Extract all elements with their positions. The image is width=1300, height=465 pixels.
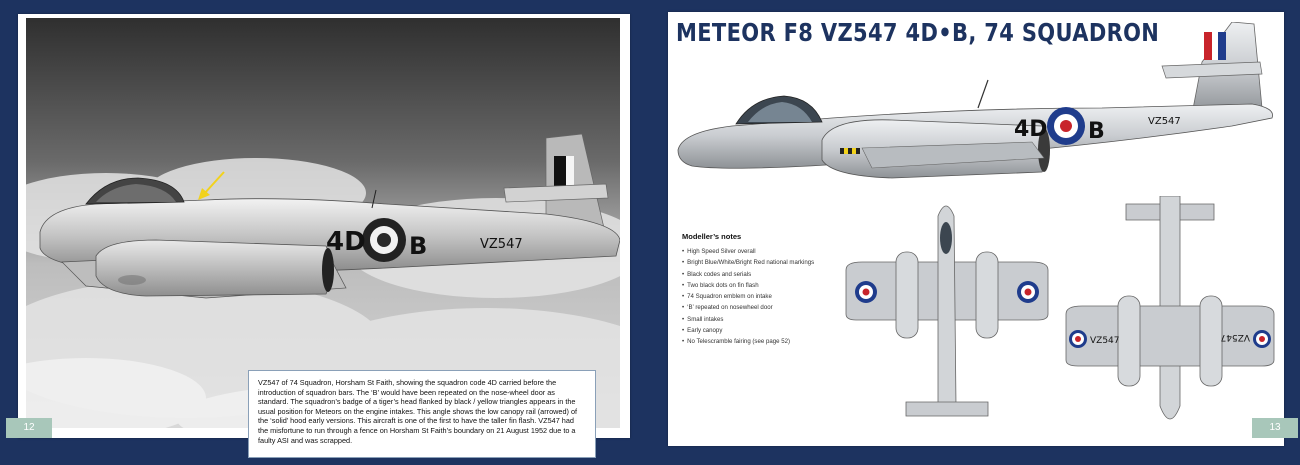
- note-item: • Bright Blue/White/Bright Red national markings: [682, 257, 842, 268]
- top-view-illustration: [842, 196, 1052, 441]
- note-item: • Black codes and serials: [682, 269, 842, 280]
- photo-serial: VZ547: [480, 237, 523, 252]
- note-item: • Early canopy: [682, 325, 842, 336]
- modellers-notes-heading: Modeller’s notes: [682, 232, 742, 241]
- note-item: • ‘B’ repeated on nosewheel door: [682, 302, 842, 313]
- note-item: • Small intakes: [682, 314, 842, 325]
- aircraft-photo: [26, 18, 620, 428]
- photo-code-4d: 4D: [326, 227, 366, 257]
- underside-serial-left: VZ547: [1090, 336, 1120, 346]
- page-number-right: 13: [1252, 418, 1298, 438]
- profile-code-b: B: [1088, 119, 1105, 144]
- note-item: • High Speed Silver overall: [682, 246, 842, 257]
- note-item: • No Telescramble fairing (see page 52): [682, 336, 842, 347]
- side-profile-illustration: [672, 22, 1276, 207]
- photo-code-b: B: [409, 232, 428, 260]
- underside-view-illustration: [1062, 196, 1278, 445]
- page-title: METEOR F8 VZ547 4D•B, 74 SQUADRON: [676, 18, 1160, 47]
- modellers-notes-list: [682, 246, 842, 348]
- underside-serial-right: VZ547: [1220, 332, 1250, 342]
- profile-serial: VZ547: [1148, 116, 1181, 127]
- profile-code-4d: 4D: [1014, 117, 1048, 142]
- note-item: • 74 Squadron emblem on intake: [682, 291, 842, 302]
- page-number-left: 12: [6, 418, 52, 438]
- modellers-notes: [682, 232, 842, 348]
- note-item: • Two black dots on fin flash: [682, 280, 842, 291]
- photo-caption: VZ547 of 74 Squadron, Horsham St Faith, showing the squadron code 4D carried before the introduction of squadron bars. The ‘B’ would have been repeated on the nose-wheel door as standard. The squadron’s badge of a tiger’s head flanked by black / yellow triangles appears in the usual position for Meteors on the engine intakes. This angle shows the low canopy rail (arrowed) of the ‘solid’ hood early versions. This aircraft is one of the first to have the taller fin flash. VZ547 had the misfortune to run through a fence on Horsham St Faith’s boundary on 21 August 1952 due to a faulty ASI and was scrapped.: [248, 370, 596, 458]
